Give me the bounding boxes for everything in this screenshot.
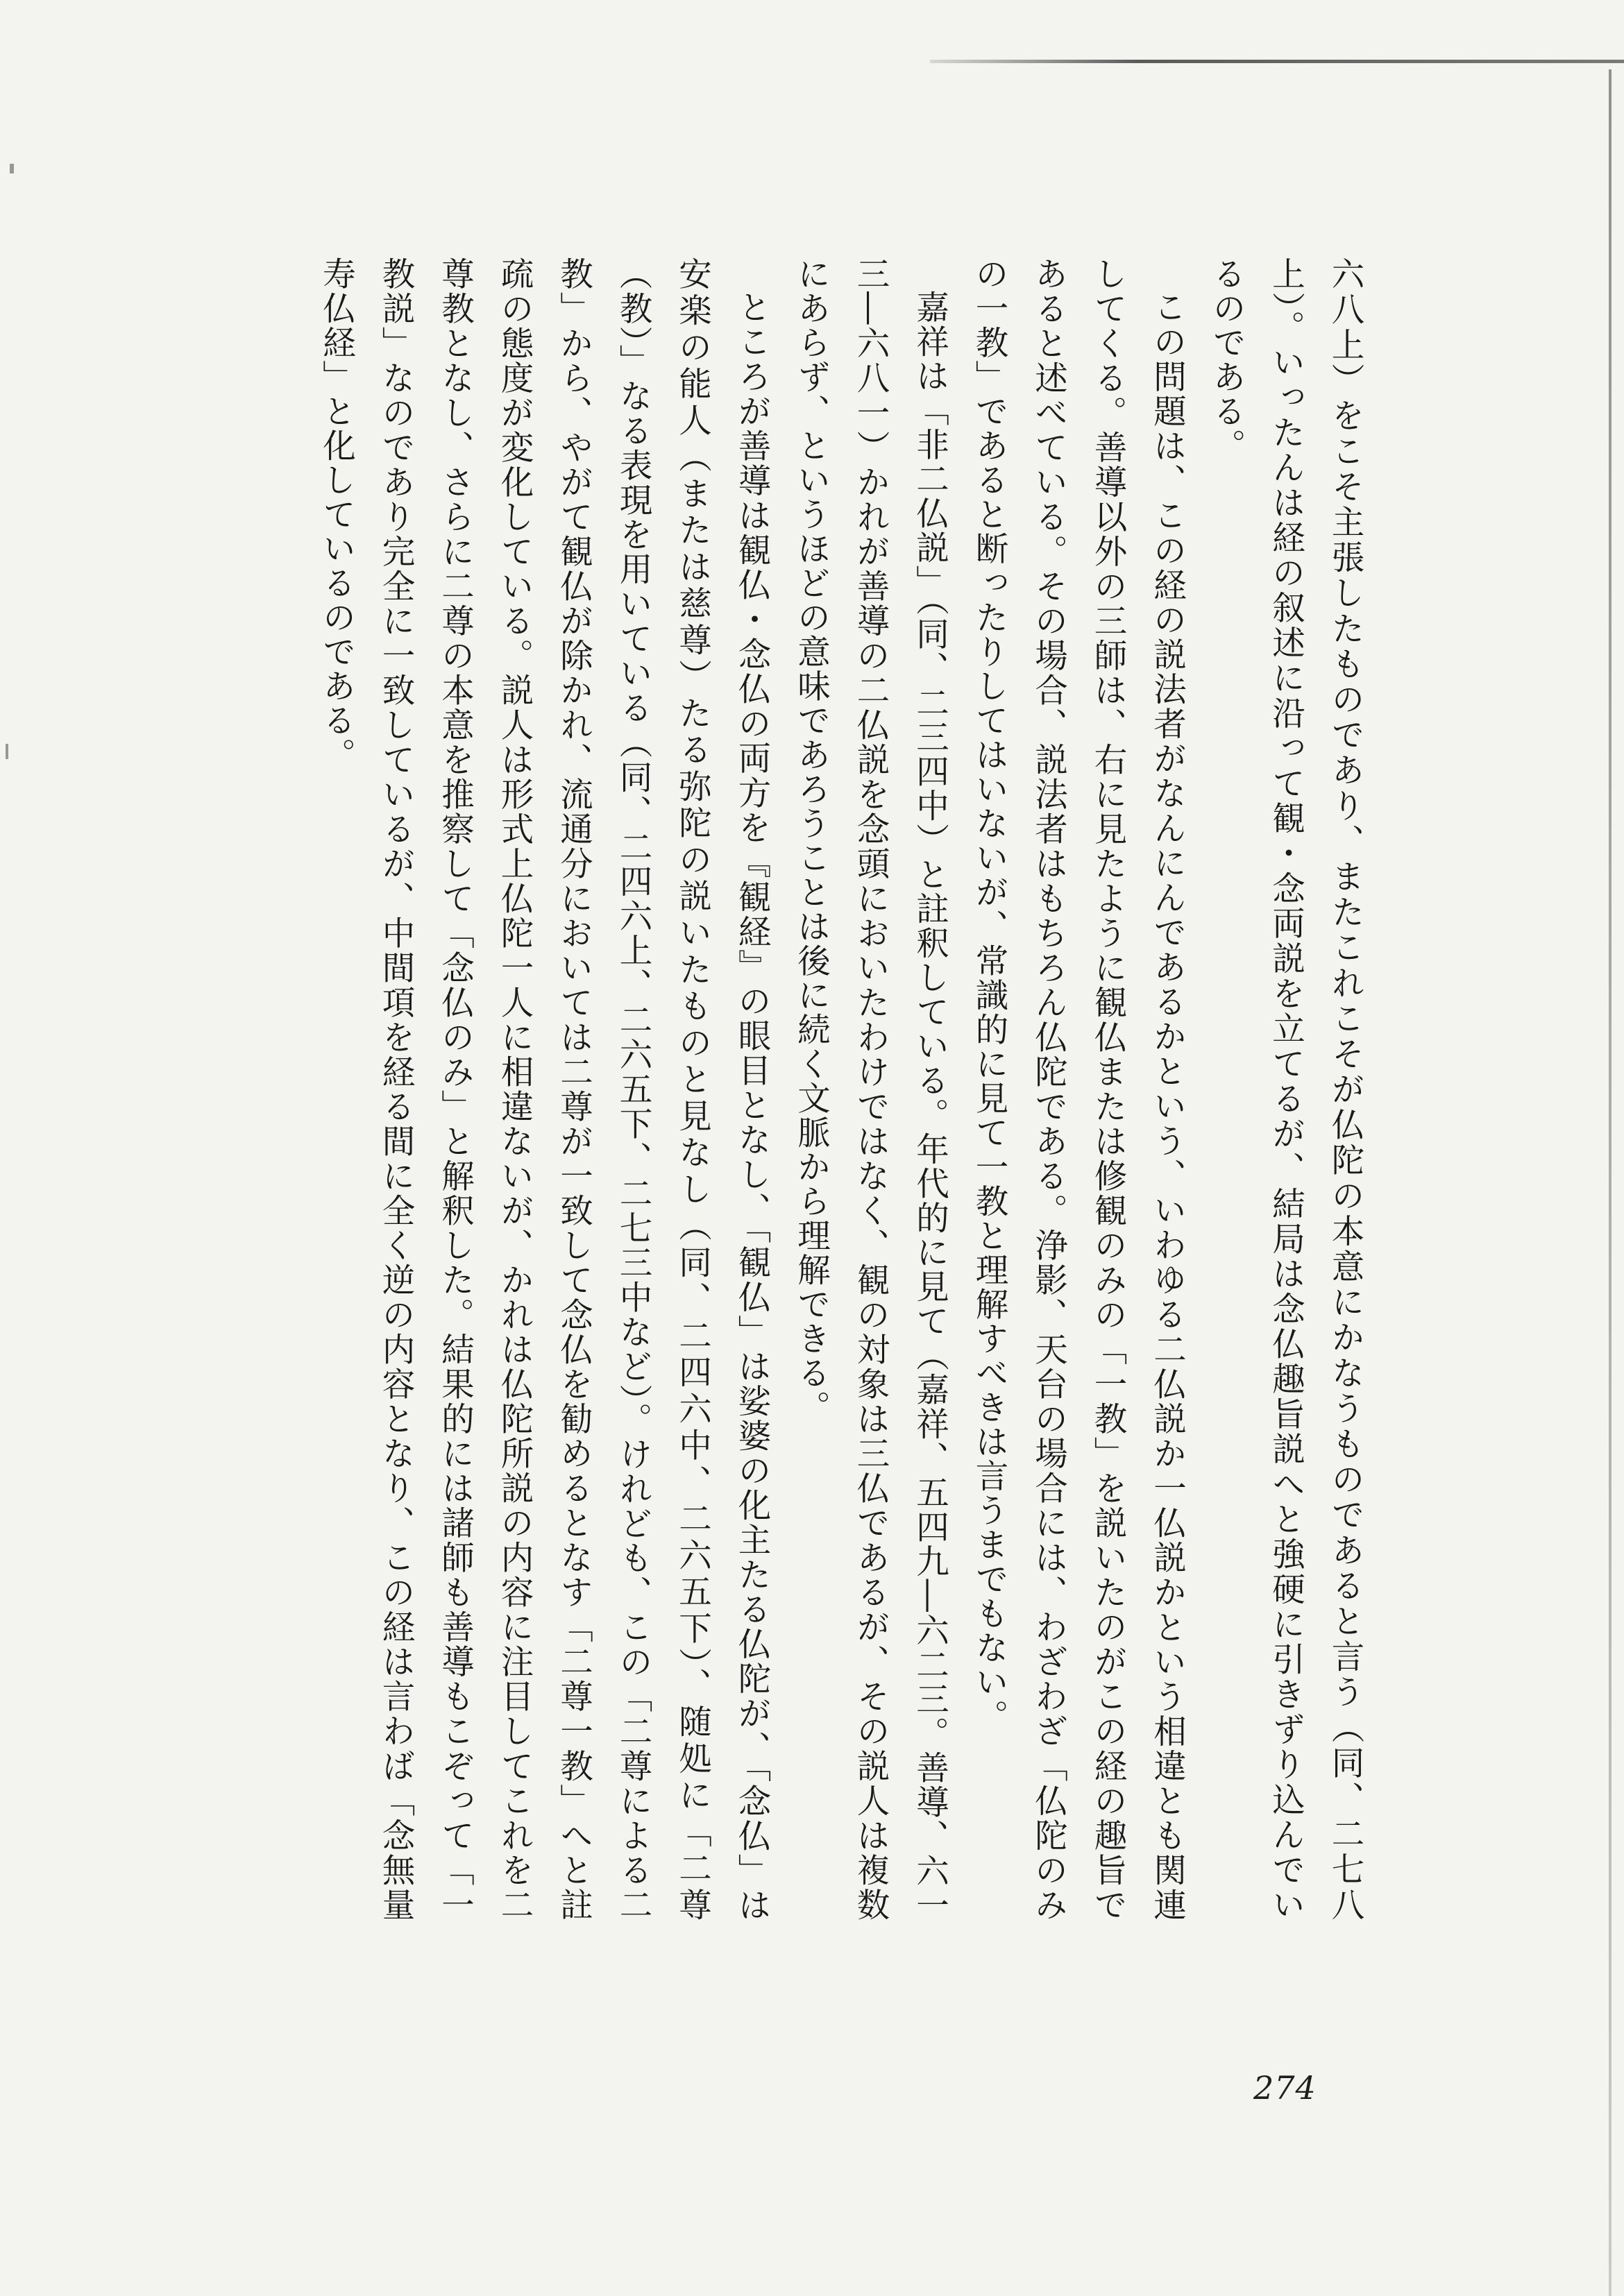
paragraph-jizang: 嘉祥は「非二仏説」（同、二三四中）と註釈している。年代的に見て（嘉祥、五四九―六二三。善導、六一三―六八一）かれが善導の二仏説を念頭においたわけではなく、観の対象は三仏であるが、その説人は複数にあらず、というほどの意味であろうことは後に続く文脈から理解できる。 <box>791 257 949 1922</box>
scan-speck <box>6 744 8 759</box>
paragraph-shandao: ところが善導は観仏・念仏の両方を『観経』の眼目となし、「観仏」は娑婆の化主たる仏陀が、「念仏」は安楽の能人（または慈尊）たる弥陀の説いたものと見なし（同、二四六中、二六五下）、随処に「二尊（教）」なる表現を用いている（同、二四六上、二六五下、二七三中など）。けれども、この「二尊による二教」から、やがて観仏が除かれ、流通分においては二尊が一致して念仏を勧めるとなす「二尊一教」へと註疏の態度が変化している。説人は形式上仏陀一人に相違ないが、かれは仏陀所説の内容に注目してこれを二尊教となし、さらに二尊の本意を推察して「念仏のみ」と解釈した。結果的には諸師も善導もこぞって「一教説」なのであり完全に一致しているが、中間項を経る間に全く逆の内容となり、この経は言わば「念無量寿仏経」と化しているのである。 <box>316 257 770 1923</box>
header-rule <box>930 60 1624 63</box>
paragraph-continuation: 六八上）をこそ主張したものであり、またこれこそが仏陀の本意にかなうものであると言う（同、二七八上）。いったんは経の叙述に沿って観・念両説を立てるが、結局は念仏趣旨説へと強硬に引きずり込んでいるのである。 <box>1207 257 1364 1922</box>
paragraph-two-buddha-theory: この問題は、この経の説法者がなんにんであるかという、いわゆる二仏説か一仏説かという相違とも関連してくる。善導以外の三師は、右に見たように観仏または修観のみの「一教」を説いたのがこの経の趣旨であると述べている。その場合、説法者はもちろん仏陀である。浄影、天台の場合には、わざわざ「仏陀のみの一教」であると断ったりしてはいないが、常識的に見て一教と理解すべきは言うまでもない。 <box>970 257 1186 1922</box>
page-number: 274 <box>1253 2069 1317 2107</box>
scan-speck <box>10 164 14 173</box>
page-edge-shadow <box>1609 69 1612 2296</box>
vertical-text-body <box>316 257 1374 1923</box>
